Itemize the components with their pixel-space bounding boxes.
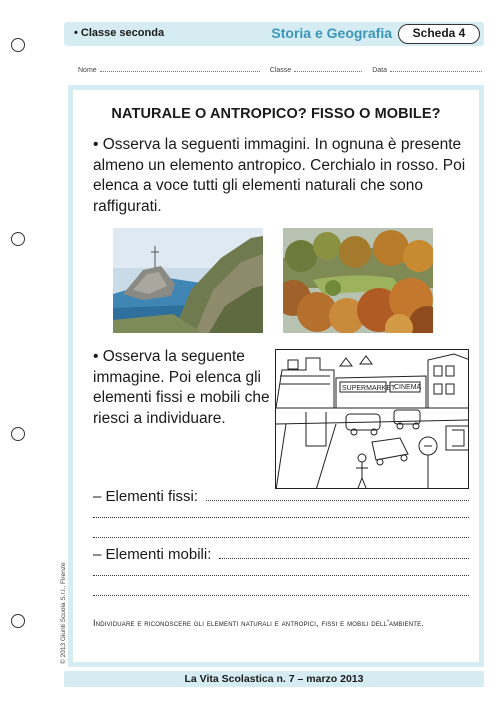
- supermarket-sign: SUPERMARKET: [342, 385, 396, 392]
- exercise-2-instructions: • Osserva la seguente immagine. Poi elenca gli elementi fissi e mobili che riesci a individuare.: [93, 348, 270, 427]
- mobile-elements-field-2[interactable]: [93, 566, 469, 576]
- worksheet-frame: [68, 85, 484, 667]
- date-label: Data: [372, 67, 387, 74]
- exercise-1-instructions: • Osserva la seguenti immagini. In ognuna è presente almeno un elemento antropico. Cerchialo in rosso. Poi elenca a voce tutti gli elementi naturali che sono raffigurati.: [93, 136, 466, 215]
- date-field[interactable]: [390, 66, 482, 72]
- fixed-elements-field-2[interactable]: [93, 508, 469, 518]
- cinema-sign: CINEMA: [394, 384, 422, 391]
- grade-label: • Classe seconda: [74, 27, 165, 39]
- mobile-elements-label: – Elementi mobili:: [93, 546, 212, 563]
- fixed-elements-label: – Elementi fissi:: [93, 488, 199, 505]
- fixed-elements-line-2[interactable]: [93, 508, 469, 518]
- binder-hole-4: [11, 614, 25, 628]
- sheet-badge: Scheda 4: [398, 24, 480, 44]
- footer-bar: La Vita Scolastica n. 7 – marzo 2013: [64, 671, 484, 687]
- subject-label: Storia e Geografia: [271, 25, 392, 41]
- mobile-elements-field-1[interactable]: [219, 549, 469, 559]
- name-label: Nome: [78, 67, 97, 74]
- binder-hole-1: [11, 38, 25, 52]
- fixed-elements-line-3[interactable]: [93, 528, 469, 538]
- name-fields-row: [78, 66, 482, 74]
- binder-hole-3: [11, 427, 25, 441]
- learning-objective: Individuare e riconoscere gli elementi naturali e antropici, fissi e mobili dell'ambiente.: [93, 618, 425, 628]
- autumn-landscape-photo: [283, 228, 433, 333]
- binder-hole-2: [11, 232, 25, 246]
- class-label: Classe: [269, 67, 292, 74]
- fixed-elements-field-3[interactable]: [93, 528, 469, 538]
- coastal-landscape-photo: [113, 228, 263, 333]
- mobile-elements-line[interactable]: [93, 546, 469, 563]
- class-field[interactable]: [294, 66, 362, 72]
- header-bar: [64, 22, 484, 46]
- mobile-elements-line-2[interactable]: [93, 566, 469, 576]
- fixed-elements-field-1[interactable]: [206, 491, 469, 501]
- worksheet-title: NATURALE O ANTROPICO? FISSO O MOBILE?: [111, 106, 441, 122]
- city-street-drawing: [275, 349, 469, 489]
- name-field[interactable]: [100, 66, 260, 72]
- mobile-elements-field-3[interactable]: [93, 586, 469, 596]
- mobile-elements-line-3[interactable]: [93, 586, 469, 596]
- fixed-elements-line[interactable]: [93, 488, 469, 505]
- copyright-notice: © 2013 Giunti Scuola S.r.l., Firenze: [60, 562, 67, 664]
